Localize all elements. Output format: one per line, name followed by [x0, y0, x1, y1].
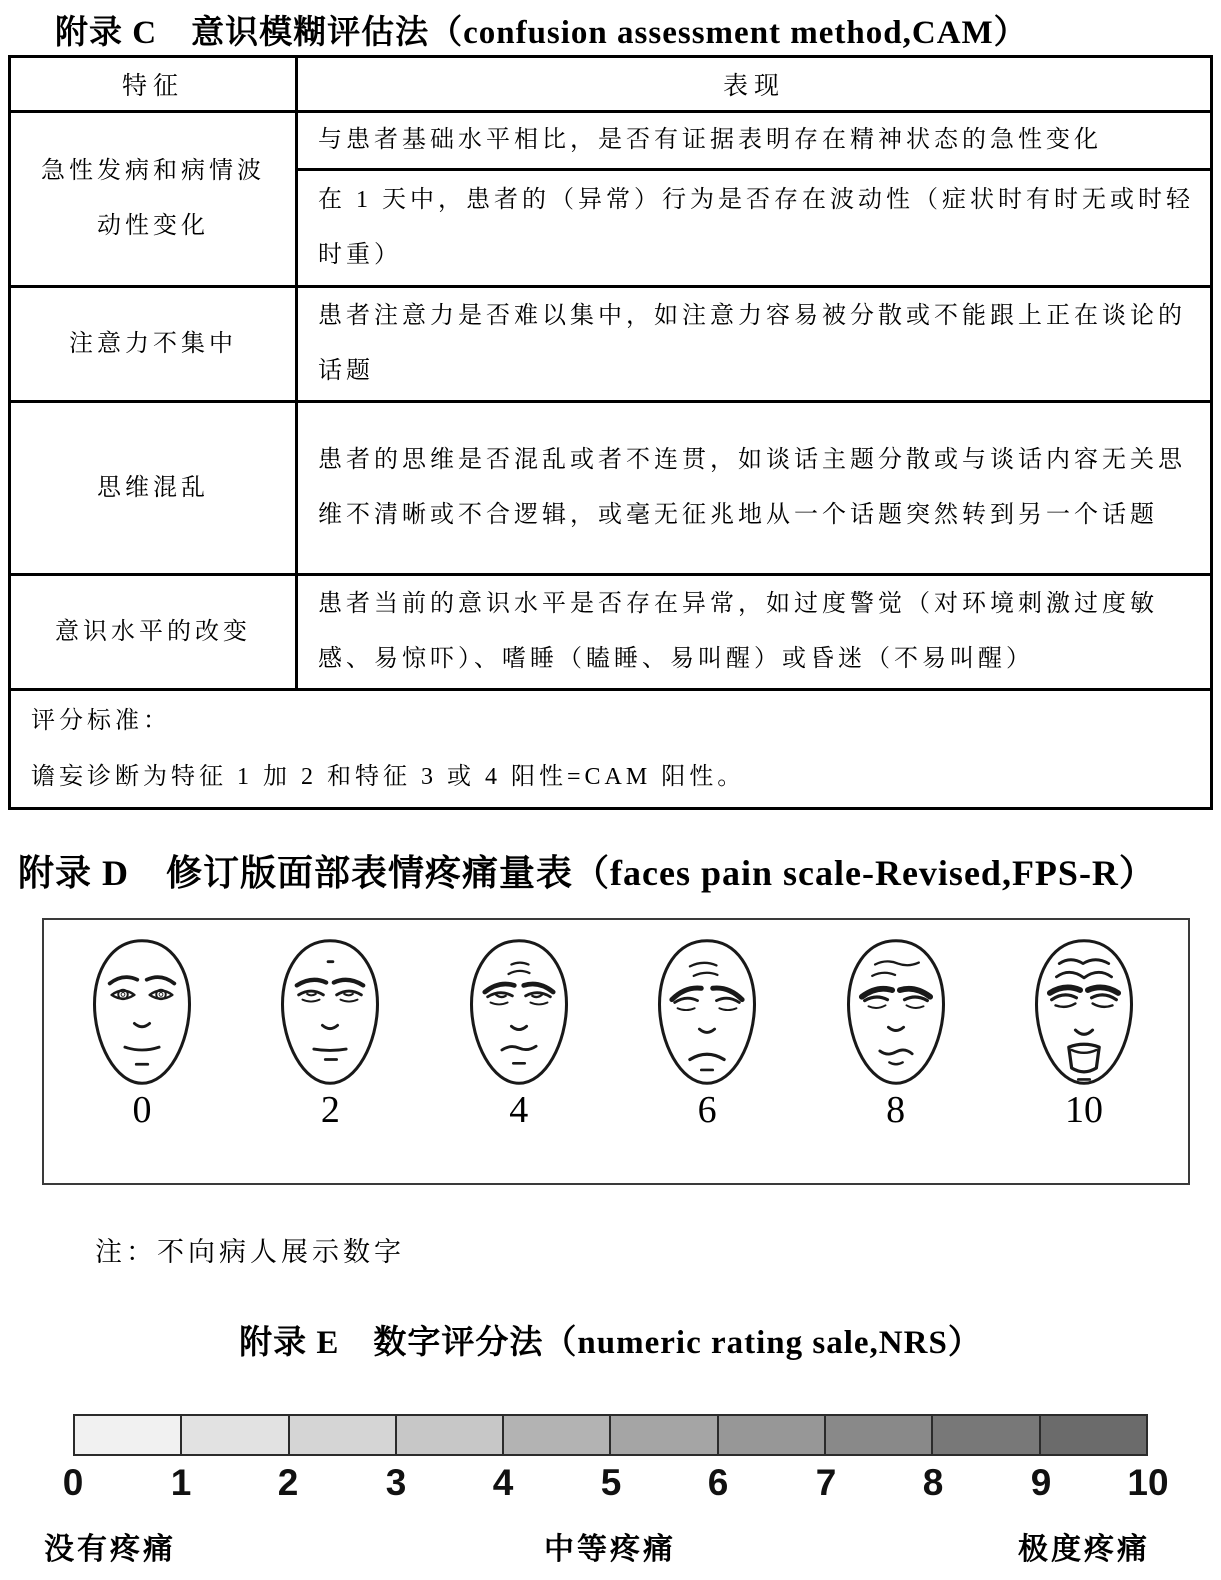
nrs-scale-bar: [73, 1414, 1148, 1456]
nrs-segment-5: [502, 1414, 611, 1456]
faces-pain-scale-figure: [42, 918, 1190, 1185]
nrs-segment-3: [288, 1414, 397, 1456]
cam-manifestation-cell: 患者的思维是否混乱或者不连贯，如谈话主题分散或与谈话内容无关思维不清晰或不合逻辑，或毫无征兆地从一个话题突然转到另一个话题: [297, 402, 1212, 575]
nrs-segment-2: [180, 1414, 289, 1456]
appendix-d-title: 附录 D 修订版面部表情疼痛量表（faces pain scale-Revised,FPS-R）: [18, 853, 1156, 893]
face-score-label: 0: [132, 1089, 152, 1131]
face-item-0: [82, 936, 202, 1183]
cam-manifestation-cell: 与患者基础水平相比，是否有证据表明存在精神状态的急性变化: [297, 112, 1212, 170]
face-8-icon: [839, 936, 953, 1088]
nrs-segment-4: [395, 1414, 504, 1456]
table-row: [10, 112, 1212, 170]
scoring-criteria-rule: 谵妄诊断为特征 1 加 2 和特征 3 或 4 阳性=CAM 阳性。: [31, 764, 746, 790]
nrs-tick-6: 6: [707, 1462, 729, 1503]
face-10-icon: [1027, 936, 1141, 1088]
table-row: [10, 402, 1212, 575]
nrs-tick-3: 3: [385, 1462, 407, 1503]
nrs-tick-0: 0: [62, 1462, 84, 1503]
nrs-label-no-pain: 没有疼痛: [44, 1533, 176, 1566]
nrs-segment-6: [609, 1414, 718, 1456]
cam-feature-cell: 急性发病和病情波动性变化: [10, 112, 297, 287]
appendix-c-title: 附录 C 意识模糊评估法（confusion assessment method,CAM）: [55, 15, 1028, 51]
face-6-icon: [650, 936, 764, 1088]
cam-feature-cell: 注意力不集中: [10, 287, 297, 402]
cam-table: [8, 55, 1213, 810]
table-row: [10, 287, 1212, 402]
table-footer-row: [10, 690, 1212, 809]
nrs-label-moderate-pain: 中等疼痛: [544, 1533, 676, 1566]
cam-manifestation-cell: 患者当前的意识水平是否存在异常，如过度警觉（对环境刺激过度敏感、易惊吓）、嗜睡（瞌睡、易叫醒）或昏迷（不易叫醒）: [297, 575, 1212, 690]
face-score-label: 2: [320, 1089, 340, 1131]
face-item-6: [647, 936, 767, 1183]
faces-scale-note: 注：不向病人展示数字: [95, 1237, 405, 1267]
face-item-4: [459, 936, 579, 1183]
cam-manifestation-cell: 患者注意力是否难以集中，如注意力容易被分散或不能跟上正在谈论的话题: [297, 287, 1212, 402]
scoring-criteria-label: 评分标准：: [31, 708, 171, 734]
face-2-icon: [273, 936, 387, 1088]
cam-header-manifestation: 表现: [297, 57, 1212, 112]
cam-table-header-row: [10, 57, 1212, 112]
face-item-8: [836, 936, 956, 1183]
table-row: [10, 575, 1212, 690]
face-score-label: 8: [886, 1089, 906, 1131]
face-score-label: 10: [1064, 1089, 1103, 1131]
nrs-label-extreme-pain: 极度疼痛: [1018, 1533, 1150, 1566]
nrs-tick-4: 4: [492, 1462, 514, 1503]
nrs-segment-10: [1039, 1414, 1148, 1456]
nrs-segment-1: [73, 1414, 182, 1456]
cam-header-feature: 特征: [10, 57, 297, 112]
face-item-2: [270, 936, 390, 1183]
face-4-icon: [462, 936, 576, 1088]
nrs-segment-7: [717, 1414, 826, 1456]
nrs-segment-9: [931, 1414, 1040, 1456]
cam-feature-cell: 思维混乱: [10, 402, 297, 575]
nrs-tick-7: 7: [815, 1462, 837, 1503]
nrs-tick-10: 10: [1127, 1462, 1169, 1503]
face-0-icon: [85, 936, 199, 1088]
nrs-tick-9: 9: [1030, 1462, 1052, 1503]
face-item-10: [1024, 936, 1144, 1183]
face-score-label: 6: [697, 1089, 717, 1131]
nrs-tick-5: 5: [600, 1462, 622, 1503]
nrs-tick-2: 2: [277, 1462, 299, 1503]
nrs-segment-8: [824, 1414, 933, 1456]
face-score-label: 4: [509, 1089, 529, 1131]
cam-feature-cell: 意识水平的改变: [10, 575, 297, 690]
cam-manifestation-cell: 在 1 天中，患者的（异常）行为是否存在波动性（症状时有时无或时轻时重）: [297, 170, 1212, 287]
appendix-e-title: 附录 E 数字评分法（numeric rating sale,NRS）: [239, 1325, 982, 1361]
cam-scoring-note-cell: [10, 690, 1212, 809]
nrs-tick-8: 8: [922, 1462, 944, 1503]
nrs-tick-1: 1: [170, 1462, 192, 1503]
